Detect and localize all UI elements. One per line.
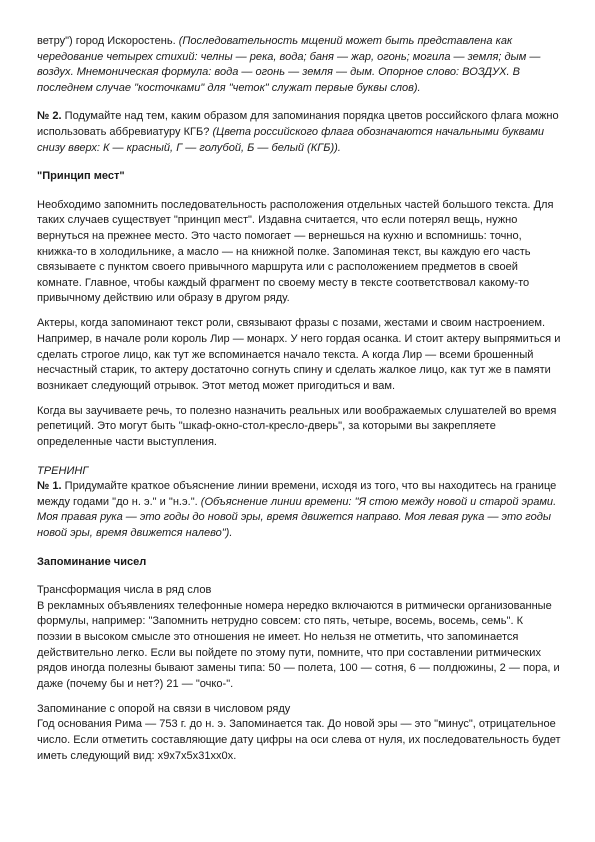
exercise-number: № 2. bbox=[37, 110, 62, 123]
exercise-1-paragraph bbox=[37, 479, 561, 541]
training-label: ТРЕНИНГ bbox=[37, 464, 89, 477]
paragraph-actors: Актеры, когда запоминают текст роли, связывают фразы с позами, жестами и своим настроением. Например, в начале роли король Лир — монарх. У него гордая осанка. И стоит актеру выпрямиться и сделать строгое лицо, как тут же вспоминается начало текста. А когда Лир — всеми брошенный несчастный старик, то актеру достаточно согнуть спину и сделать жалкое лицо, как тут же в памяти возникает следующий отрывок. Этот метод может пригодиться и вам. bbox=[37, 317, 561, 392]
paragraph-iskorosten bbox=[37, 34, 561, 96]
section-heading-numbers: Запоминание чисел bbox=[37, 555, 147, 568]
exercise-text: Придумайте краткое объяснение линии времени, исходя из того, что вы находитесь на границе между годами "до н. э." и "н.э.". bbox=[37, 480, 557, 508]
exercise-number: № 1. bbox=[37, 480, 62, 493]
paragraph-plain-text: ветру") город Искоростень. bbox=[37, 35, 179, 47]
exercise-text: Подумайте над тем, каким образом для запоминания порядка цветов российского флага можно использовать аббревиатуру КГБ? bbox=[37, 110, 559, 138]
paragraph-italic-text: (Последовательность мщений может быть представлена как чередование четырех стихий: челны — река, вода; баня — жар, огонь; могила — земля; дым — воздух. Мнемоническая формула: вода — огонь — земля — дым. Опорное слово: ВОЗДУХ. В последнем случае "косточками" для "четок" служат первые буквы слов). bbox=[37, 35, 541, 94]
paragraph-phone-numbers: В рекламных объявлениях телефонные номера нередко включаются в ритмически организованные формулы, например: "Запомнить нетрудно совсем: сто пять, четыре, восемь, восемь, семь". К поэзии в высоком смысле это отношения не имеет. Но нельзя не отметить, что запоминается действительно легко. Если вы пойдете по этому пути, помните, что при составлении ритмических рядов иногда полезны бывают замены типа: 50 — полета, 100 — сотня, 6 — полдюжины, 2 — пора, и даже (почему бы и нет?) 21 — "очко-". bbox=[37, 599, 560, 690]
subheading-number-series: Запоминание с опорой на связи в числовом ряду bbox=[37, 702, 291, 715]
exercise-answer: (Объяснение линии времени: "Я стою между новой и старой эрами. Моя правая рука — это годы до новой эры, время движется направо. Моя левая рука — это годы новой эры, время движется налево"). bbox=[37, 495, 557, 540]
paragraph-places-principle: Необходимо запомнить последовательность расположения отдельных частей большого текста. Для таких случаев существует "принцип мест". Издавна считается, что если потерял вещь, нужно вернуться на прежнее место. Это часто помогает — вернешься на кухню и вспомнишь: точно, книжка-то в холодильнике, а масло — на книжной полке. Запоминая текст, вы каждую его часть связываете с пунктом своего привычного маршрута или с расположением предметов в своей комнате. Главное, чтобы каждый фрагмент по своему месту в тексте соответствовал какому-то привычному действию или образу в другом ряду. bbox=[37, 198, 554, 305]
paragraph-speech: Когда вы заучиваете речь, то полезно назначить реальных или воображаемых слушателей во время репетиций. Это могут быть "шкаф-окно-стол-кресло-дверь", за которыми вы закрепляете определенные части выступления. bbox=[37, 404, 557, 449]
exercise-answer: (Цвета российского флага обозначаются начальными буквами снизу вверх: К — красный, Г — голубой, Б — белый (КГБ)). bbox=[37, 125, 545, 154]
section-heading-places: "Принцип мест" bbox=[37, 170, 125, 183]
subheading-transformation: Трансформация числа в ряд слов bbox=[37, 584, 212, 597]
exercise-2-paragraph bbox=[37, 109, 561, 156]
paragraph-rome: Год основания Рима — 753 г. до н. э. Запоминается так. До новой эры — это "минус", отрицательное число. Если отметить составляющие дату цифры на оси слева от нуля, их последовательность будет иметь следующий вид: x9x7x5x31xx0x. bbox=[37, 718, 561, 762]
document-page bbox=[37, 34, 561, 764]
